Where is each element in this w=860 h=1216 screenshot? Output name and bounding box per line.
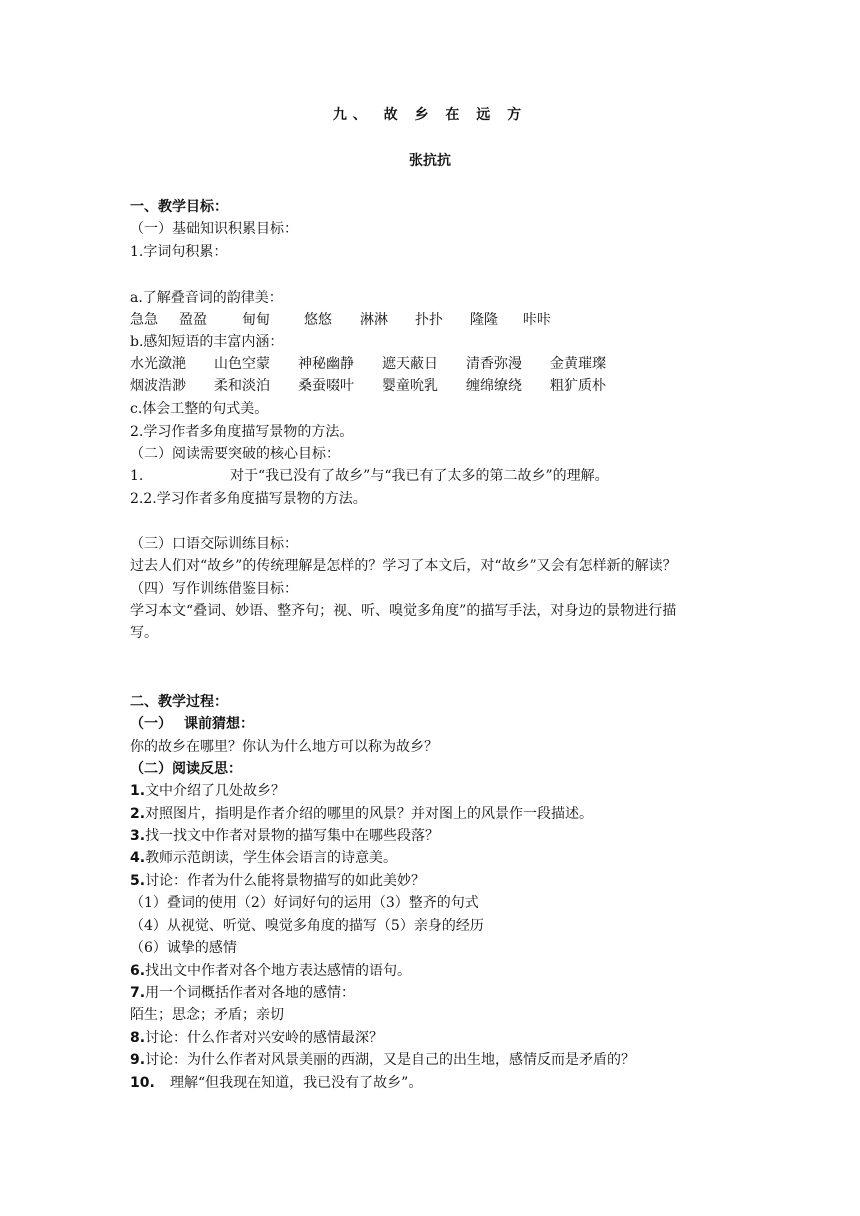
question-5-answer-c: （6）诚挚的感情 [130, 940, 237, 956]
question-5-text: 讨论：作者为什么能将景物描写的如此美妙？ [145, 873, 426, 889]
question-7-answer: 陌生；思念；矛盾；亲切 [130, 1007, 284, 1023]
question-5-answer-a: （1）叠词的使用（2）好词好句的运用（3）整齐的句式 [130, 895, 479, 911]
question-10 [130, 1073, 422, 1093]
question-4-number: 4. [130, 850, 146, 866]
phrase: 柔和淡泊 [214, 378, 270, 394]
question-6-text: 找出文中作者对各个地方表达感情的语句。 [145, 963, 412, 979]
question-3-text: 找一找文中作者对景物的描写集中在哪些段落？ [145, 828, 440, 844]
question-7-number: 7. [130, 985, 146, 1001]
question-6 [130, 961, 411, 981]
question-8-text: 讨论：什么作者对兴安岭的感情最深？ [145, 1030, 384, 1046]
phrases-row-2 [130, 376, 634, 396]
item-2: 2.学习作者多角度描写景物的方法。 [130, 424, 354, 440]
question-2-number: 2. [130, 806, 146, 822]
oral-goal: 过去人们对“故乡”的传统理解是怎样的？学习了本文后，对“故乡”又会有怎样新的解读？ [130, 558, 677, 574]
sub-heading-3: （三）口语交际训练目标： [130, 536, 298, 552]
question-8-number: 8. [130, 1030, 146, 1046]
phrase: 桑蚕啜叶 [298, 378, 354, 394]
question-6-number: 6. [130, 963, 146, 979]
question-1-number: 1. [130, 783, 146, 799]
question-5-answer-b: （4）从视觉、听觉、嗅觉多角度的描写（5）亲身的经历 [130, 918, 484, 934]
label-b: b.感知短语的丰富内涵： [130, 334, 284, 350]
phrase: 粗犷质朴 [550, 378, 606, 394]
question-3-number: 3. [130, 828, 146, 844]
core-goal-1-number: 1. [130, 468, 144, 484]
question-8 [130, 1028, 383, 1048]
question-1 [130, 781, 285, 801]
question-4-text: 教师示范朗读，学生体会语言的诗意美。 [145, 850, 398, 866]
word: 盈盈 [179, 312, 207, 328]
sub-heading-4: （四）写作训练借鉴目标： [130, 581, 298, 597]
phrase: 缠绵缭绕 [466, 378, 522, 394]
question-1-text: 文中介绍了几处故乡？ [145, 783, 286, 799]
phrase: 烟波浩渺 [130, 378, 186, 394]
phrase: 清香弥漫 [466, 356, 522, 372]
item-1: 1.字词句积累： [130, 244, 228, 260]
document-title: 九、 故 乡 在 远 方 [332, 107, 528, 123]
part-1-title: 课前猜想： [184, 716, 254, 732]
core-goal-1-text: 对于“我已没有了故乡”与“我已有了太多的第二故乡”的理解。 [230, 468, 609, 484]
phrase: 婴童吮乳 [382, 378, 438, 394]
question-5 [130, 871, 425, 891]
sub-heading-2: （二）阅读需要突破的核心目标： [130, 446, 340, 462]
word: 甸甸 [242, 312, 270, 328]
question-9-number: 9. [130, 1052, 146, 1068]
question-2-text: 对照图片，指明是作者介绍的哪里的风景？并对图上的风景作一段描述。 [145, 806, 594, 822]
phrase: 金黄璀璨 [550, 356, 606, 372]
phrase: 遮天蔽日 [382, 356, 438, 372]
core-goal-2: 2.2.学习作者多角度描写景物的方法。 [130, 491, 367, 507]
phrases-row-1 [130, 354, 634, 374]
label-a: a.了解叠音词的韵律美： [130, 290, 283, 306]
word: 淋淋 [360, 312, 388, 328]
part-1-heading [130, 714, 254, 734]
author-name: 张抗抗 [409, 153, 451, 169]
question-10-text: 理解“但我现在知道，我已没有了故乡”。 [170, 1075, 423, 1091]
word: 扑扑 [415, 312, 443, 328]
sub-heading-1: （一）基础知识积累目标： [130, 221, 298, 237]
writing-goal-line-1: 学习本文“叠词、妙语、整齐句；视、听、嗅觉多角度”的描写手法，对身边的景物进行描 [130, 603, 677, 619]
writing-goal-line-2: 写。 [130, 625, 158, 641]
question-5-number: 5. [130, 873, 146, 889]
question-9 [130, 1050, 635, 1070]
label-c: c.体会工整的句式美。 [130, 401, 269, 417]
word: 咔咔 [523, 312, 551, 328]
word: 急急 [130, 312, 158, 328]
question-7 [130, 983, 355, 1003]
question-2 [130, 804, 593, 824]
reduplicated-words-row [130, 310, 568, 330]
question-10-number: 10. [130, 1075, 155, 1091]
word: 隆隆 [470, 312, 498, 328]
phrase: 山色空蒙 [214, 356, 270, 372]
part-1-label: （一） [130, 716, 172, 732]
core-goal-1 [130, 466, 609, 486]
question-9-text: 讨论：为什么作者对风景美丽的西湖，又是自己的出生地，感情反而是矛盾的？ [145, 1052, 636, 1068]
section2-heading: 二、教学过程： [130, 694, 228, 710]
phrase: 水光潋滟 [130, 356, 186, 372]
part-1-question: 你的故乡在哪里？你认为什么地方可以称为故乡？ [130, 739, 438, 755]
question-3 [130, 826, 439, 846]
question-7-text: 用一个词概括作者对各地的感情： [145, 985, 356, 1001]
part-2-heading: （二）阅读反思： [130, 761, 242, 777]
phrase: 神秘幽静 [298, 356, 354, 372]
section1-heading: 一、教学目标： [130, 199, 228, 215]
question-4 [130, 848, 397, 868]
word: 悠悠 [304, 312, 332, 328]
